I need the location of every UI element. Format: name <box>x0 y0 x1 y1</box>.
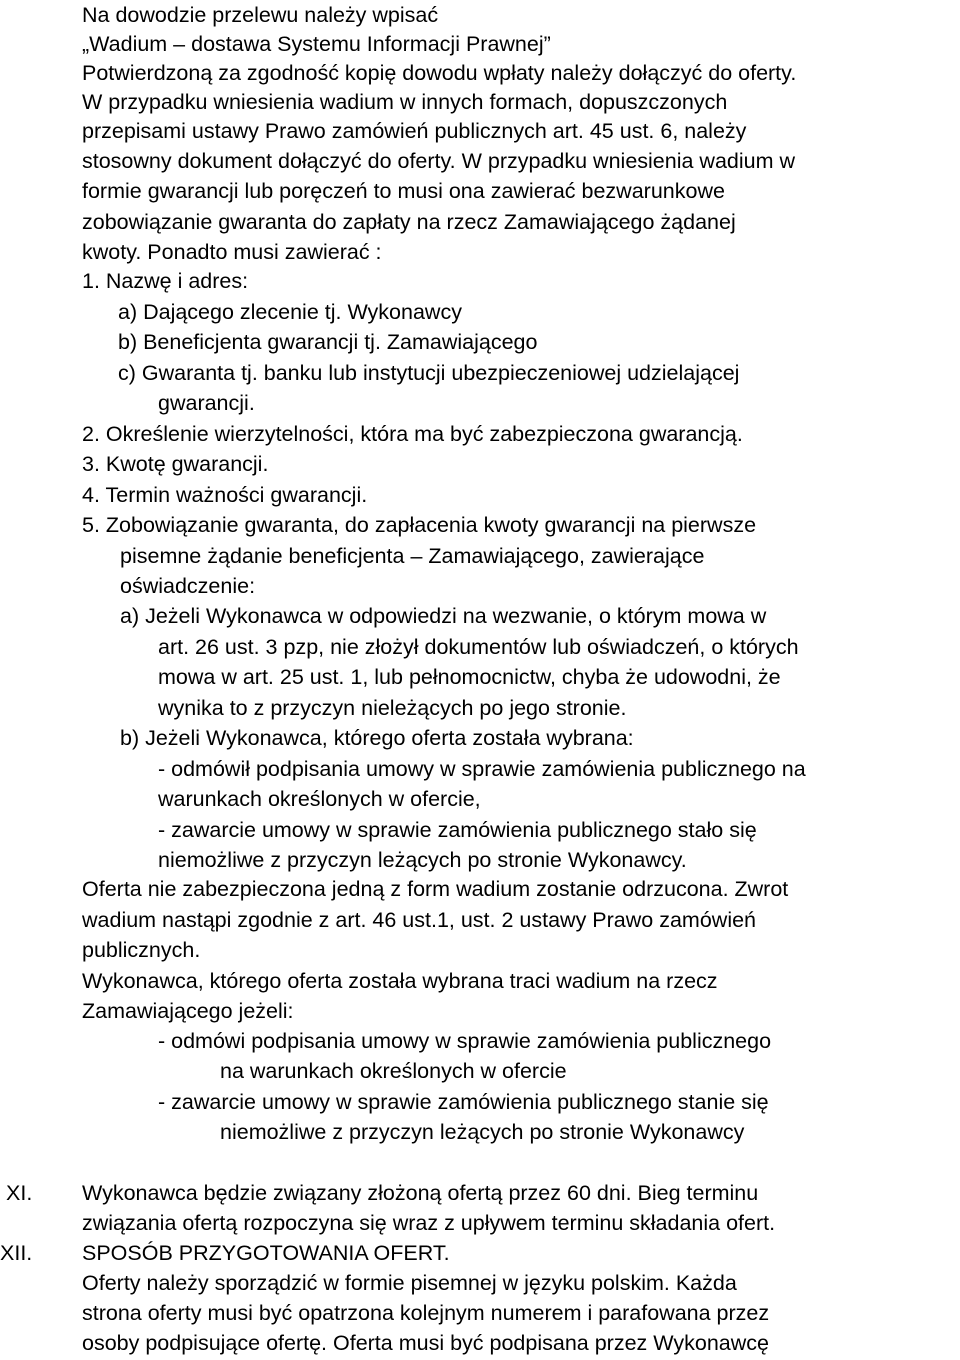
list-item-5b: b) Jeżeli Wykonawca, którego oferta została wybrana: <box>120 726 634 750</box>
text-line: Wykonawca, którego oferta została wybrana traci wadium na rzecz <box>82 969 718 993</box>
text-line: Na dowodzie przelewu należy wpisać <box>82 3 439 27</box>
text-line: - odmówił podpisania umowy w sprawie zamówienia publicznego na <box>158 757 806 781</box>
text-line: formie gwarancji lub poręczeń to musi ona zawierać bezwarunkowe <box>82 179 725 203</box>
text-line: - zawarcie umowy w sprawie zamówienia publicznego stało się <box>158 818 757 842</box>
text-line: gwarancji. <box>158 391 255 415</box>
text-line: związania ofertą rozpoczyna się wraz z upływem terminu składania ofert. <box>82 1211 776 1235</box>
text-line: strona oferty musi być opatrzona kolejnym numerem i parafowana przez <box>82 1301 770 1325</box>
text-line: warunkach określonych w ofercie, <box>158 787 481 811</box>
text-line: publicznych. <box>82 938 201 962</box>
text-line: Oferta nie zabezpieczona jedną z form wadium zostanie odrzucona. Zwrot <box>82 877 789 901</box>
text-line: wadium nastąpi zgodnie z art. 46 ust.1, ust. 2 ustawy Prawo zamówień <box>82 908 757 932</box>
list-item-1: 1. Nazwę i adres: <box>82 269 249 293</box>
text-line: stosowny dokument dołączyć do oferty. W przypadku wniesienia wadium w <box>82 149 796 173</box>
list-item-3: 3. Kwotę gwarancji. <box>82 452 269 476</box>
text-line: osoby podpisujące ofertę. Oferta musi być podpisana przez Wykonawcę <box>82 1331 769 1355</box>
text-line: „Wadium – dostawa Systemu Informacji Prawnej” <box>82 32 551 56</box>
text-line: wynika to z przyczyn nieleżących po jego stronie. <box>158 696 627 720</box>
list-item-2: 2. Określenie wierzytelności, która ma być zabezpieczona gwarancją. <box>82 422 743 446</box>
text-line: mowa w art. 25 ust. 1, lub pełnomocnictw, chyba że udowodni, że <box>158 665 781 689</box>
text-line: pisemne żądanie beneficjenta – Zamawiającego, zawierające <box>120 544 705 568</box>
text-line: niemożliwe z przyczyn leżących po stronie Wykonawcy <box>220 1120 745 1144</box>
bullet-item: - zawarcie umowy w sprawie zamówienia publicznego stanie się <box>158 1090 769 1114</box>
text-line: kwoty. Ponadto musi zawierać : <box>82 240 382 264</box>
list-item-1c: c) Gwaranta tj. banku lub instytucji ubezpieczeniowej udzielającej <box>118 361 740 385</box>
list-item-1a: a) Dającego zlecenie tj. Wykonawcy <box>118 300 462 324</box>
text-line: Wykonawca będzie związany złożoną ofertą przez 60 dni. Bieg terminu <box>82 1181 759 1205</box>
text-line: przepisami ustawy Prawo zamówień publicznych art. 45 ust. 6, należy <box>82 119 747 143</box>
text-line: Oferty należy sporządzić w formie pisemnej w języku polskim. Każda <box>82 1271 737 1295</box>
text-line: zobowiązanie gwaranta do zapłaty na rzecz Zamawiającego żądanej <box>82 210 736 234</box>
list-item-4: 4. Termin ważności gwarancji. <box>82 483 368 507</box>
text-line: na warunkach określonych w ofercie <box>220 1059 567 1083</box>
list-item-1b: b) Beneficjenta gwarancji tj. Zamawiającego <box>118 330 538 354</box>
text-line: niemożliwe z przyczyn leżących po stronie Wykonawcy. <box>158 848 687 872</box>
text-line: Zamawiającego jeżeli: <box>82 999 294 1023</box>
text-line: oświadczenie: <box>120 574 256 598</box>
section-number-xi: XI. <box>6 1181 33 1205</box>
list-item-5a: a) Jeżeli Wykonawca w odpowiedzi na wezwanie, o którym mowa w <box>120 604 767 628</box>
section-number-xii: XII. <box>0 1241 33 1265</box>
bullet-item: - odmówi podpisania umowy w sprawie zamówienia publicznego <box>158 1029 772 1053</box>
text-line: Potwierdzoną za zgodność kopię dowodu wpłaty należy dołączyć do oferty. <box>82 61 797 85</box>
section-heading: SPOSÓB PRZYGOTOWANIA OFERT. <box>82 1241 450 1265</box>
list-item-5: 5. Zobowiązanie gwaranta, do zapłacenia kwoty gwarancji na pierwsze <box>82 513 757 537</box>
text-line: W przypadku wniesienia wadium w innych formach, dopuszczonych <box>82 90 728 114</box>
text-line: art. 26 ust. 3 pzp, nie złożył dokumentów lub oświadczeń, o których <box>158 635 799 659</box>
